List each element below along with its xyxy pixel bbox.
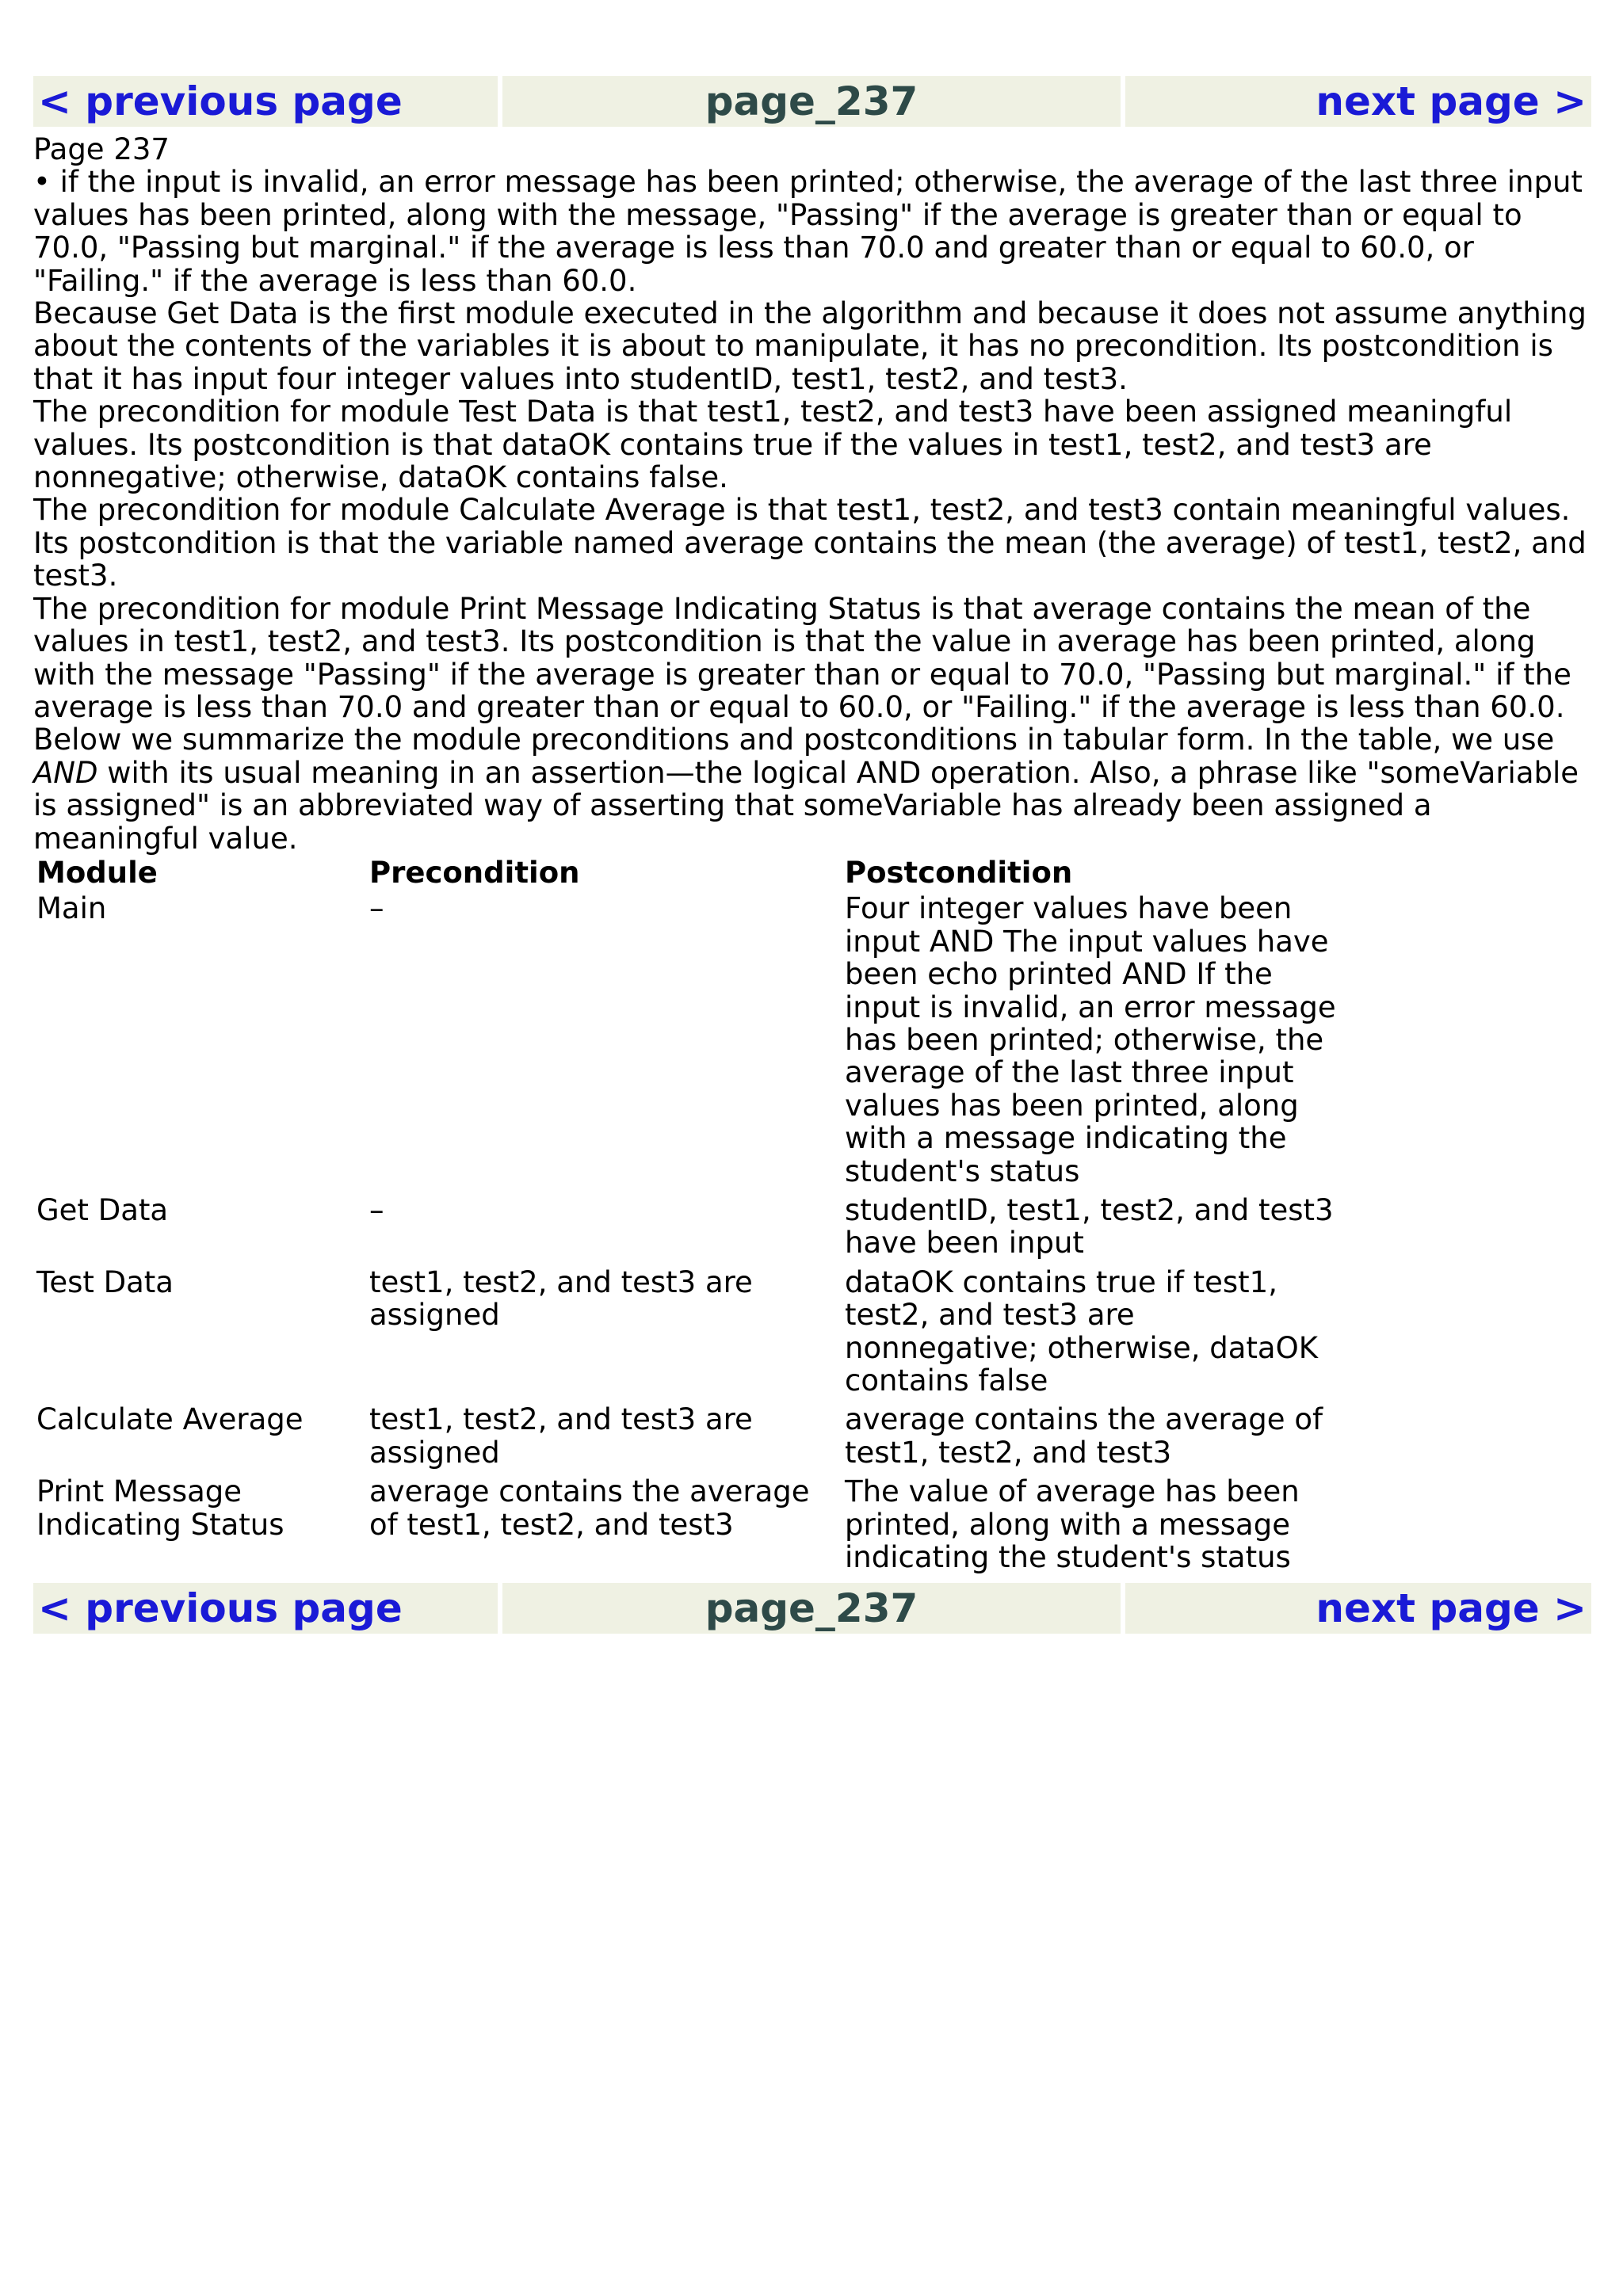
page-heading: Page 237 bbox=[33, 132, 170, 166]
page-label: page_237 bbox=[705, 78, 918, 124]
header-postcondition: Postcondition bbox=[845, 855, 1073, 890]
top-nav-bar bbox=[33, 76, 1591, 127]
postcondition-cell: dataOK contains true if test1, test2, and test3 are nonnegative; otherwise, dataOK contains false bbox=[845, 1264, 1318, 1398]
precondition-cell: test1, test2, and test3 are assigned bbox=[369, 1264, 753, 1333]
paragraph-test-data: The precondition for module Test Data is that test1, test2, and test3 have been assigned meaningful values. Its postcondition is that dataOK contains true if the values in test1, test2, and test3 are nonnegative; otherwise, dataOK contains false. bbox=[33, 395, 1513, 495]
nav-prev-cell bbox=[33, 1583, 498, 1634]
previous-page-link[interactable]: < previous page bbox=[38, 78, 403, 124]
table-row bbox=[33, 1266, 1339, 1404]
precondition-cell: – bbox=[369, 1193, 384, 1227]
next-page-link[interactable]: next page > bbox=[1316, 78, 1587, 124]
table-row bbox=[33, 1475, 1339, 1580]
bottom-nav-bar bbox=[33, 1583, 1591, 1634]
module-cell: Print Message Indicating Status bbox=[36, 1474, 285, 1542]
precondition-cell: average contains the average of test1, test2, and test3 bbox=[369, 1474, 810, 1542]
table-header-row bbox=[33, 855, 1339, 892]
postcondition-cell: average contains the average of test1, test2, and test3 bbox=[845, 1402, 1323, 1470]
book-page bbox=[33, 76, 1591, 1634]
header-precondition: Precondition bbox=[369, 855, 580, 890]
summary-text-after: with its usual meaning in an assertion—the logical AND operation. Also, a phrase like "someVariable is assigned" is an abbreviated way of asserting that someVariable has already been assigned a meaningful value. bbox=[33, 755, 1579, 856]
table-row bbox=[33, 1403, 1339, 1475]
nav-next-cell bbox=[1125, 76, 1591, 127]
paragraph-calculate-average: The precondition for module Calculate Average is that test1, test2, and test3 contain meaningful values. Its postcondition is that the variable named average contains the mean (the average) of test1, test2, and test3. bbox=[33, 493, 1587, 593]
header-module: Module bbox=[36, 855, 158, 890]
nav-page-cell bbox=[502, 76, 1121, 127]
postcondition-cell: The value of average has been printed, along with a message indicating the student's status bbox=[845, 1474, 1300, 1575]
page-content bbox=[33, 133, 1591, 1580]
module-cell: Calculate Average bbox=[36, 1402, 304, 1437]
summary-emphasis: AND bbox=[33, 755, 98, 790]
paragraph-get-data: Because Get Data is the first module executed in the algorithm and because it does not assume anything about the contents of the variables it is about to manipulate, it has no precondition. Its postcondition is that it has input four integer values into studentID, test1, test2, and test3. bbox=[33, 296, 1587, 396]
previous-page-link[interactable]: < previous page bbox=[38, 1585, 403, 1632]
module-cell: Get Data bbox=[36, 1193, 169, 1227]
postcondition-cell: studentID, test1, test2, and test3 have been input bbox=[845, 1193, 1334, 1261]
nav-page-cell bbox=[502, 1583, 1121, 1634]
module-cell: Main bbox=[36, 891, 107, 926]
table-row bbox=[33, 892, 1339, 1194]
module-cell: Test Data bbox=[36, 1264, 174, 1299]
summary-text-before: Below we summarize the module preconditions and postconditions in tabular form. In the table, we use bbox=[33, 723, 1555, 757]
postcondition-cell: Four integer values have been input AND The input values have been echo printed AND If the input is invalid, an error message has been printed; otherwise, the average of the last three input values has been printed, along with a message indicating the student's status bbox=[845, 891, 1336, 1188]
nav-prev-cell bbox=[33, 76, 498, 127]
module-conditions-table bbox=[33, 855, 1339, 1581]
next-page-link[interactable]: next page > bbox=[1316, 1585, 1587, 1632]
table-row bbox=[33, 1194, 1339, 1266]
nav-next-cell bbox=[1125, 1583, 1591, 1634]
paragraph-print-message: The precondition for module Print Message Indicating Status is that average contains the mean of the values in test1, test2, and test3. Its postcondition is that the value in average has been printed, along with the message "Passing" if the average is greater than or equal to 70.0, "Passing but marginal." if the average is less than 70.0 and greater than or equal to 60.0, or "Failing." if the average is less than 60.0. bbox=[33, 591, 1571, 724]
bullet-paragraph: • if the input is invalid, an error message has been printed; otherwise, the average of the last three input values has been printed, along with the message, "Passing" if the average is greater than or equal to 70.0, "Passing but marginal." if the average is less than 70.0 and greater than or equal to 60.0, or "Failing." if the average is less than 60.0. bbox=[33, 165, 1583, 298]
paragraph-summary bbox=[33, 723, 1591, 855]
precondition-cell: test1, test2, and test3 are assigned bbox=[369, 1402, 753, 1470]
precondition-cell: – bbox=[369, 891, 384, 926]
page-label: page_237 bbox=[705, 1585, 918, 1632]
